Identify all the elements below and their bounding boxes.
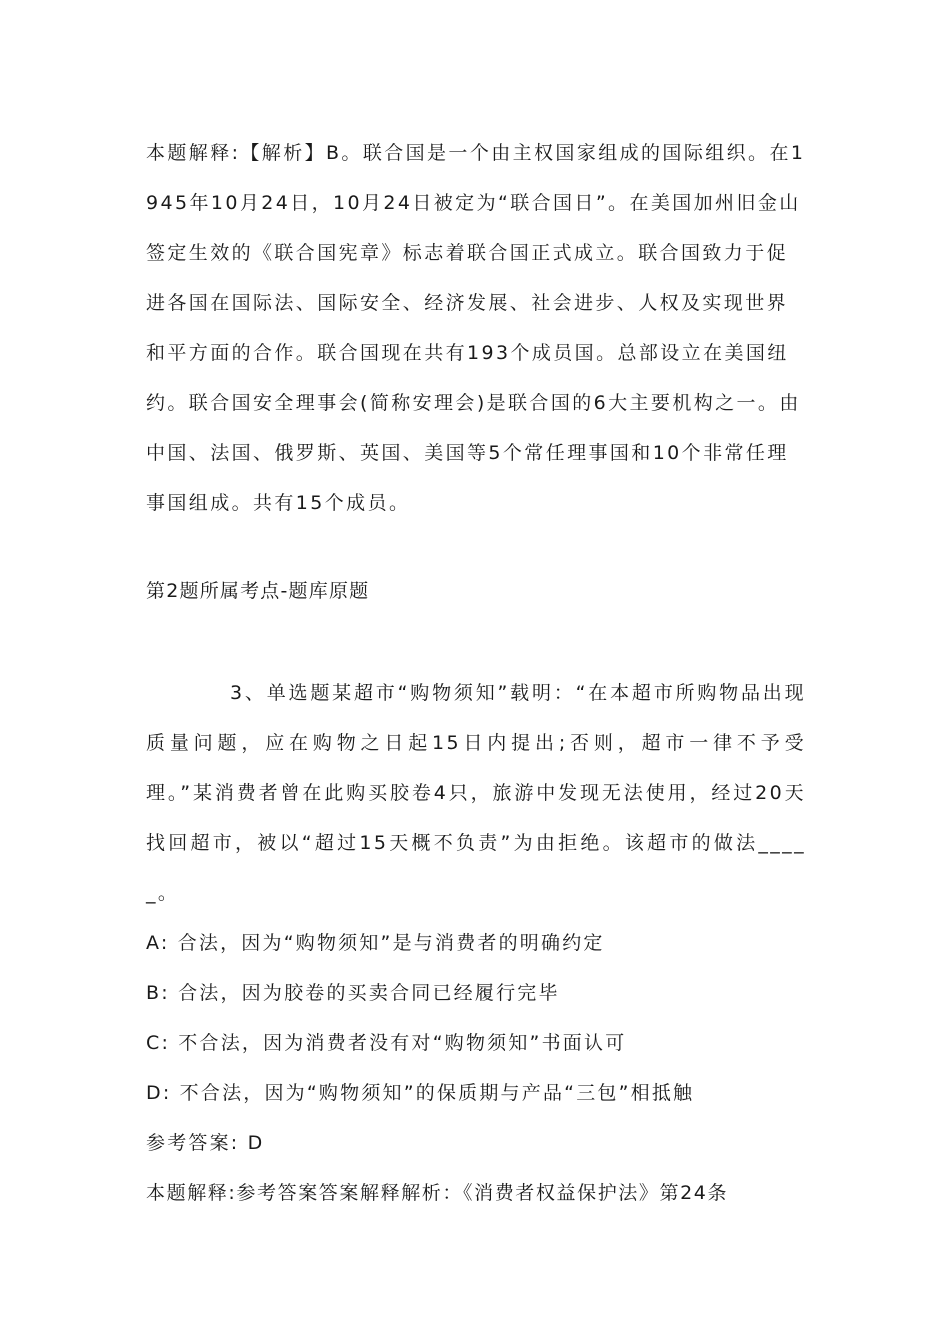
q3-option-d: D: 不合法，因为“购物须知”的保质期与产品“三包”相抵触 <box>146 1082 695 1104</box>
document-content <box>146 128 806 1218</box>
q2-explanation: 本题解释:【解析】B。联合国是一个由主权国家组成的国际组织。在1945年10月24日，10月24日被定为“联合国日”。在美国加州旧金山签定生效的《联合国宪章》标志着联合国正式成立。联合国致力于促进各国在国际法、国际安全、经济发展、社会进步、人权及实现世界和平方面的合作。联合国现在共有193个成员国。总部设立在美国纽约。联合国安全理事会(简称安理会)是联合国的6大主要机构之一。由中国、法国、俄罗斯、英国、美国等5个常任理事国和10个非常任理事国组成。共有15个成员。 <box>146 142 806 514</box>
q3-option-b: B: 合法，因为胶卷的买卖合同已经履行完毕 <box>146 982 560 1004</box>
q3-answer: 参考答案: D <box>146 1132 265 1154</box>
q3-stem: 3、单选题某超市“购物须知”载明：“在本超市所购物品出现质量问题，应在购物之日起15日内提出;否则，超市一律不予受理。”某消费者曾在此购买胶卷4只，旅游中发现无法使用，经过20天找回超市，被以“超过15天概不负责”为由拒绝。该超市的做法_____。 <box>146 682 806 904</box>
q2-topic-label: 第2题所属考点-题库原题 <box>146 580 370 602</box>
q3-option-c: C: 不合法，因为消费者没有对“购物须知”书面认可 <box>146 1032 627 1054</box>
q3-explanation: 本题解释:参考答案答案解释解析：《消费者权益保护法》第24条 <box>146 1182 729 1204</box>
q3-option-a: A: 合法，因为“购物须知”是与消费者的明确约定 <box>146 932 605 954</box>
